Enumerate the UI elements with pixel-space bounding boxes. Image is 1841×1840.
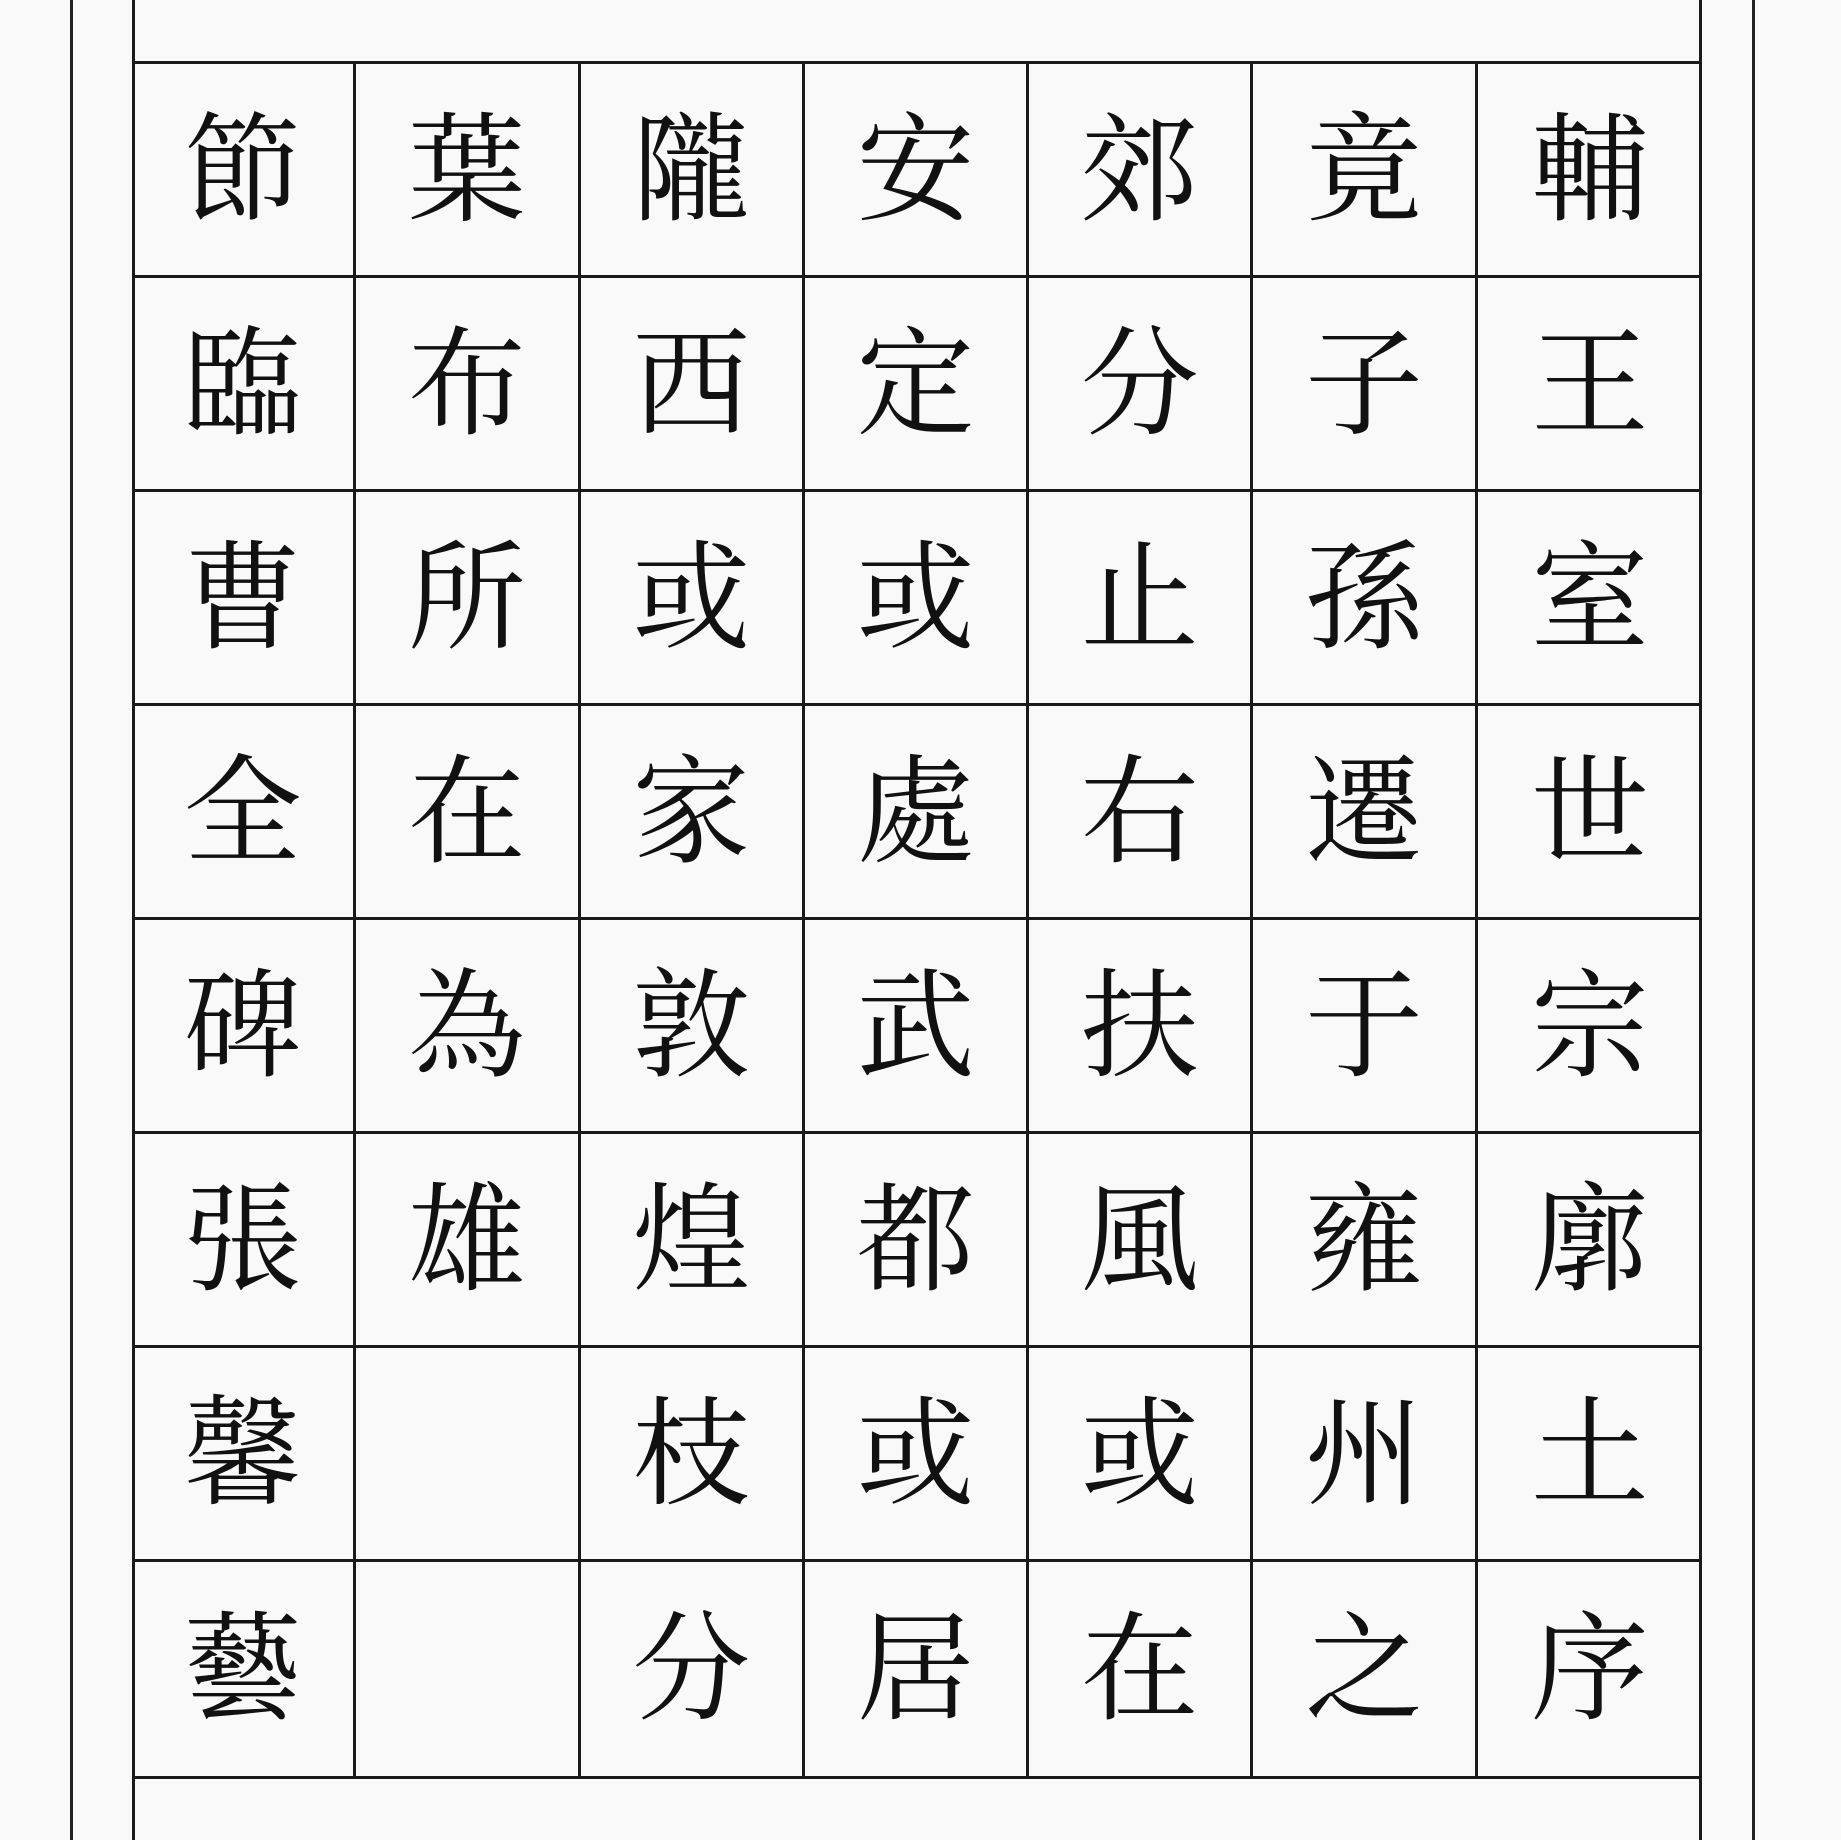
character-cell: 右 <box>1029 706 1253 920</box>
character-cell: 或 <box>805 492 1029 706</box>
character-cell: 武 <box>805 920 1029 1134</box>
character-cell: 為 <box>356 920 580 1134</box>
character-cell: 定 <box>805 278 1029 492</box>
character-cell: 居 <box>805 1562 1029 1776</box>
character-cell: 臨 <box>132 278 356 492</box>
character-cell: 之 <box>1253 1562 1477 1776</box>
character-cell: 所 <box>356 492 580 706</box>
character-cell: 全 <box>132 706 356 920</box>
character-cell: 子 <box>1253 278 1477 492</box>
character-cell: 扶 <box>1029 920 1253 1134</box>
character-cell: 止 <box>1029 492 1253 706</box>
character-cell: 處 <box>805 706 1029 920</box>
character-cell: 在 <box>1029 1562 1253 1776</box>
character-cell: 孫 <box>1253 492 1477 706</box>
character-cell: 雄 <box>356 1134 580 1348</box>
character-cell: 藝 <box>132 1562 356 1776</box>
character-cell: 世 <box>1478 706 1702 920</box>
character-cell: 于 <box>1253 920 1477 1134</box>
character-cell <box>356 1562 580 1776</box>
character-cell: 宗 <box>1478 920 1702 1134</box>
character-cell: 王 <box>1478 278 1702 492</box>
character-cell: 風 <box>1029 1134 1253 1348</box>
character-cell: 室 <box>1478 492 1702 706</box>
character-cell: 枝 <box>581 1348 805 1562</box>
character-cell: 輔 <box>1478 64 1702 278</box>
character-cell: 廓 <box>1478 1134 1702 1348</box>
character-cell: 在 <box>356 706 580 920</box>
bottom-margin-band <box>132 1776 1702 1840</box>
character-cell: 分 <box>1029 278 1253 492</box>
top-margin-band <box>132 0 1702 64</box>
character-cell: 西 <box>581 278 805 492</box>
character-cell: 或 <box>581 492 805 706</box>
character-cell: 煌 <box>581 1134 805 1348</box>
character-cell: 土 <box>1478 1348 1702 1562</box>
character-cell: 遷 <box>1253 706 1477 920</box>
character-cell: 隴 <box>581 64 805 278</box>
character-cell: 郊 <box>1029 64 1253 278</box>
character-cell: 葉 <box>356 64 580 278</box>
outer-margin-line-right <box>1752 0 1755 1840</box>
character-cell: 序 <box>1530 1600 1649 1738</box>
character-cell: 或 <box>1029 1348 1253 1562</box>
character-cell: 布 <box>356 278 580 492</box>
character-cell: 安 <box>805 64 1029 278</box>
character-cell: 碑 <box>132 920 356 1134</box>
character-cell: 都 <box>805 1134 1029 1348</box>
character-cell: 張 <box>132 1134 356 1348</box>
outer-margin-line-left <box>70 0 73 1840</box>
character-cell: 家 <box>581 706 805 920</box>
character-cell: 或 <box>805 1348 1029 1562</box>
character-cell: 竟 <box>1253 64 1477 278</box>
character-cell: 州 <box>1253 1348 1477 1562</box>
character-cell: 節 <box>132 64 356 278</box>
character-cell: 敦 <box>581 920 805 1134</box>
character-cell: 雍 <box>1253 1134 1477 1348</box>
character-cell: 曹 <box>132 492 356 706</box>
character-grid <box>132 64 1702 1776</box>
character-cell: 分 <box>581 1562 805 1776</box>
character-cell: 馨 <box>132 1348 356 1562</box>
character-cell <box>356 1348 580 1562</box>
